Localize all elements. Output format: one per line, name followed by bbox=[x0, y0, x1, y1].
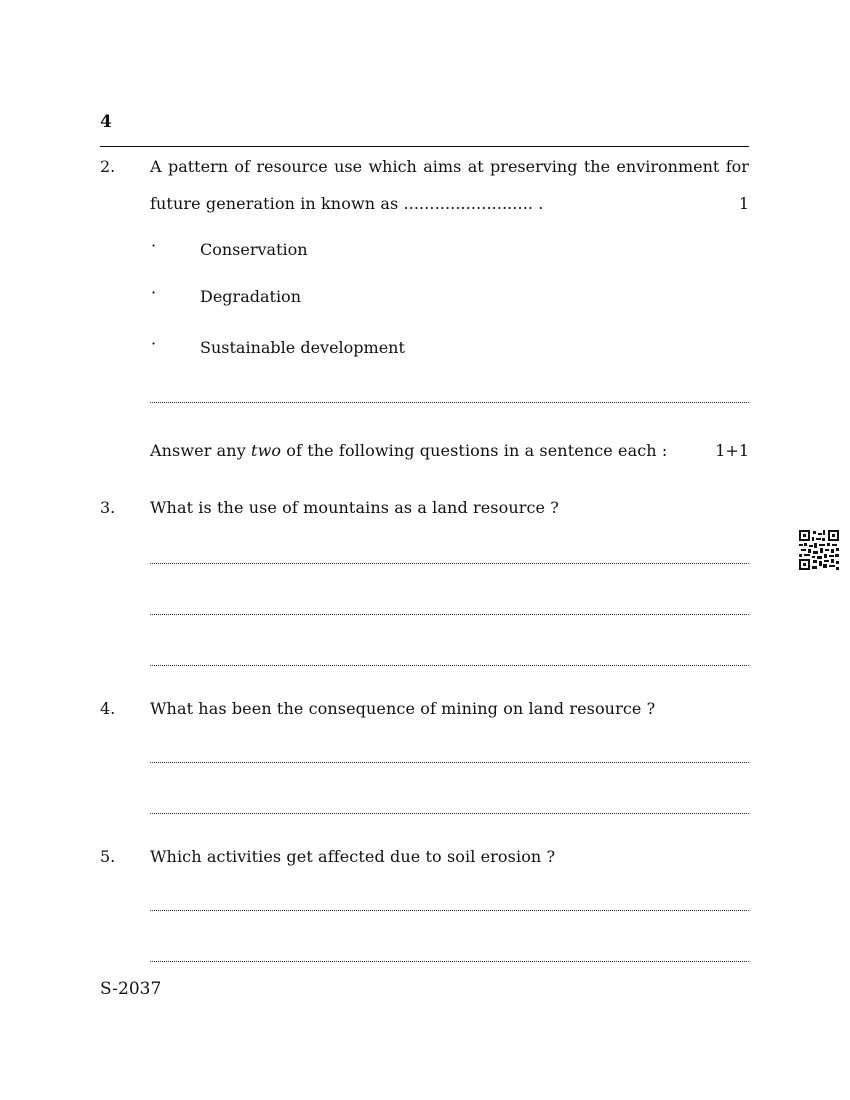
question-5-text: Which activities get affected due to soil erosion ? bbox=[150, 847, 556, 866]
answer-line[interactable] bbox=[150, 910, 749, 911]
question-2-word: environment bbox=[616, 157, 720, 176]
instruction-text: Answer any two of the following questions in a sentence each : bbox=[150, 441, 668, 460]
question-4-text: What has been the consequence of mining on land resource ? bbox=[150, 699, 656, 718]
bullet-icon: · bbox=[151, 236, 157, 255]
question-2-word: of bbox=[234, 157, 250, 176]
question-2-word: the bbox=[583, 157, 611, 176]
option-degradation: Degradation bbox=[200, 287, 301, 306]
answer-line[interactable] bbox=[150, 961, 749, 962]
question-2-text-line-1 bbox=[150, 157, 749, 176]
bullet-icon: · bbox=[151, 334, 157, 353]
question-4-number: 4. bbox=[100, 699, 116, 718]
instruction-emphasis: two bbox=[251, 441, 282, 460]
instruction-marks: 1+1 bbox=[715, 441, 749, 460]
answer-line[interactable] bbox=[150, 813, 749, 814]
question-3-text: What is the use of mountains as a land resource ? bbox=[150, 498, 559, 517]
answer-line[interactable] bbox=[150, 665, 749, 666]
answer-line[interactable] bbox=[150, 762, 749, 763]
question-2-word: for bbox=[725, 157, 749, 176]
footer-code: S-2037 bbox=[100, 979, 162, 999]
option-conservation: Conservation bbox=[200, 240, 308, 259]
page-number: 4 bbox=[100, 112, 112, 132]
answer-line[interactable] bbox=[150, 402, 749, 403]
answer-line[interactable] bbox=[150, 614, 749, 615]
question-2-text-line-2: future generation in known as ......................... . bbox=[150, 194, 544, 213]
question-2-word: at bbox=[467, 157, 484, 176]
question-2-word: preserving bbox=[490, 157, 578, 176]
question-2-word: which bbox=[368, 157, 417, 176]
question-2-word: use bbox=[334, 157, 363, 176]
option-sustainable-development: Sustainable development bbox=[200, 338, 405, 357]
header-rule bbox=[100, 146, 749, 147]
qr-code-icon bbox=[799, 530, 839, 570]
question-2-word: aims bbox=[423, 157, 462, 176]
question-2-word: A bbox=[150, 157, 162, 176]
answer-line[interactable] bbox=[150, 563, 749, 564]
question-2-marks: 1 bbox=[738, 194, 749, 213]
bullet-icon: · bbox=[151, 283, 157, 302]
question-2-word: resource bbox=[256, 157, 328, 176]
question-2-word: pattern bbox=[167, 157, 229, 176]
question-5-number: 5. bbox=[100, 847, 116, 866]
question-3-number: 3. bbox=[100, 498, 116, 517]
question-2-number: 2. bbox=[100, 157, 116, 176]
